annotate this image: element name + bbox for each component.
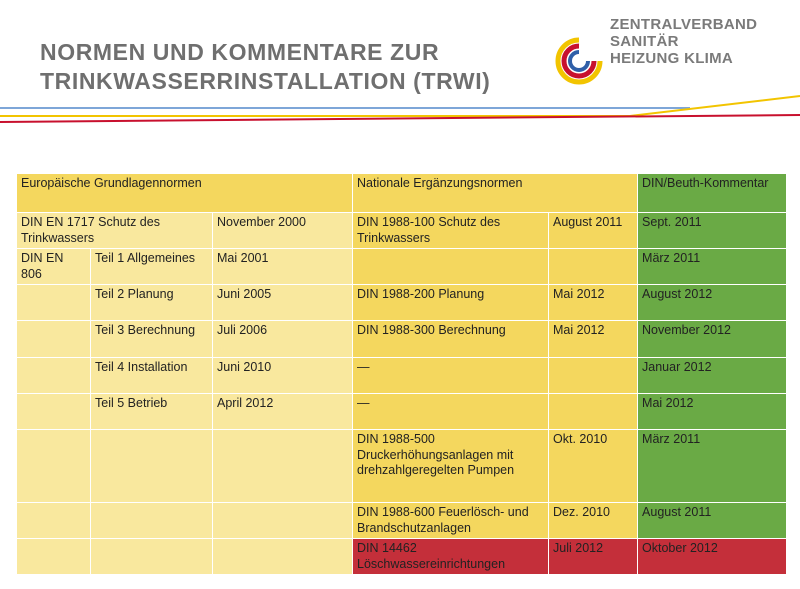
empty-cell (17, 539, 91, 575)
header-european: Europäische Grundlagennormen (17, 174, 353, 213)
national-date (549, 394, 638, 430)
logo-line-2: SANITÄR (610, 33, 679, 50)
empty-cell (213, 539, 353, 575)
table-row (17, 539, 787, 575)
part-date: Juni 2010 (213, 358, 353, 394)
national-date (549, 358, 638, 394)
empty-cell (91, 430, 213, 503)
din1717-date: November 2000 (213, 213, 353, 249)
logo-line-1: ZENTRALVERBAND (610, 16, 758, 33)
empty-cell (17, 503, 91, 539)
national-date-empty (549, 249, 638, 285)
header-commentary: DIN/Beuth-Kommentar (638, 174, 787, 213)
national-name: DIN 1988-100 Schutz des Trinkwassers (353, 213, 549, 249)
empty-cell (91, 539, 213, 575)
national-date: Mai 2012 (549, 321, 638, 358)
national-date: Mai 2012 (549, 285, 638, 321)
national-name: DIN 1988-500 Druckerhöhungsanlagen mit drehzahlgeregelten Pumpen (353, 430, 549, 503)
part-name: Teil 4 Installation (91, 358, 213, 394)
national-name: DIN 1988-200 Planung (353, 285, 549, 321)
table-row (17, 358, 787, 394)
empty-cell (17, 394, 91, 430)
commentary-date: Oktober 2012 (638, 539, 787, 575)
commentary-date: Mai 2012 (638, 394, 787, 430)
din806-label: DIN EN 806 (17, 249, 91, 285)
national-name-empty (353, 249, 549, 285)
part-date: April 2012 (213, 394, 353, 430)
commentary-date: August 2011 (638, 503, 787, 539)
logo-line-3: HEIZUNG KLIMA (610, 50, 734, 67)
table-row (17, 503, 787, 539)
empty-cell (213, 430, 353, 503)
part-name: Teil 5 Betrieb (91, 394, 213, 430)
empty-cell (213, 503, 353, 539)
commentary-date: Sept. 2011 (638, 213, 787, 249)
empty-cell (17, 430, 91, 503)
part-name: Teil 1 Allgemeines (91, 249, 213, 285)
commentary-date: November 2012 (638, 321, 787, 358)
commentary-date: Januar 2012 (638, 358, 787, 394)
empty-cell (17, 285, 91, 321)
table-row (17, 285, 787, 321)
commentary-date: März 2011 (638, 249, 787, 285)
part-name: Teil 3 Berechnung (91, 321, 213, 358)
commentary-date: März 2011 (638, 430, 787, 503)
part-date: Juli 2006 (213, 321, 353, 358)
empty-cell (17, 358, 91, 394)
table-header-row (17, 174, 787, 213)
empty-cell (91, 503, 213, 539)
table-row (17, 321, 787, 358)
national-date: Juli 2012 (549, 539, 638, 575)
commentary-date: August 2012 (638, 285, 787, 321)
national-name: — (353, 394, 549, 430)
table-row (17, 394, 787, 430)
part-date: Mai 2001 (213, 249, 353, 285)
part-name: Teil 2 Planung (91, 285, 213, 321)
header-decor-lines (0, 0, 800, 130)
national-name: DIN 1988-300 Berechnung (353, 321, 549, 358)
title-line-1: NORMEN UND KOMMENTARE ZUR (40, 39, 440, 65)
empty-cell (17, 321, 91, 358)
national-date: Dez. 2010 (549, 503, 638, 539)
header-national: Nationale Ergänzungsnormen (353, 174, 638, 213)
table-row (17, 249, 787, 285)
table-row (17, 430, 787, 503)
norms-table (16, 173, 787, 575)
table-row (17, 213, 787, 249)
national-name: DIN 14462 Löschwassereinrichtungen (353, 539, 549, 575)
national-date: August 2011 (549, 213, 638, 249)
title-line-2: TRINKWASSERRINSTALLATION (TRWI) (40, 68, 491, 94)
national-name: — (353, 358, 549, 394)
part-date: Juni 2005 (213, 285, 353, 321)
national-name: DIN 1988-600 Feuerlösch- und Brandschutzanlagen (353, 503, 549, 539)
national-date: Okt. 2010 (549, 430, 638, 503)
din1717-name: DIN EN 1717 Schutz des Trinkwassers (17, 213, 213, 249)
